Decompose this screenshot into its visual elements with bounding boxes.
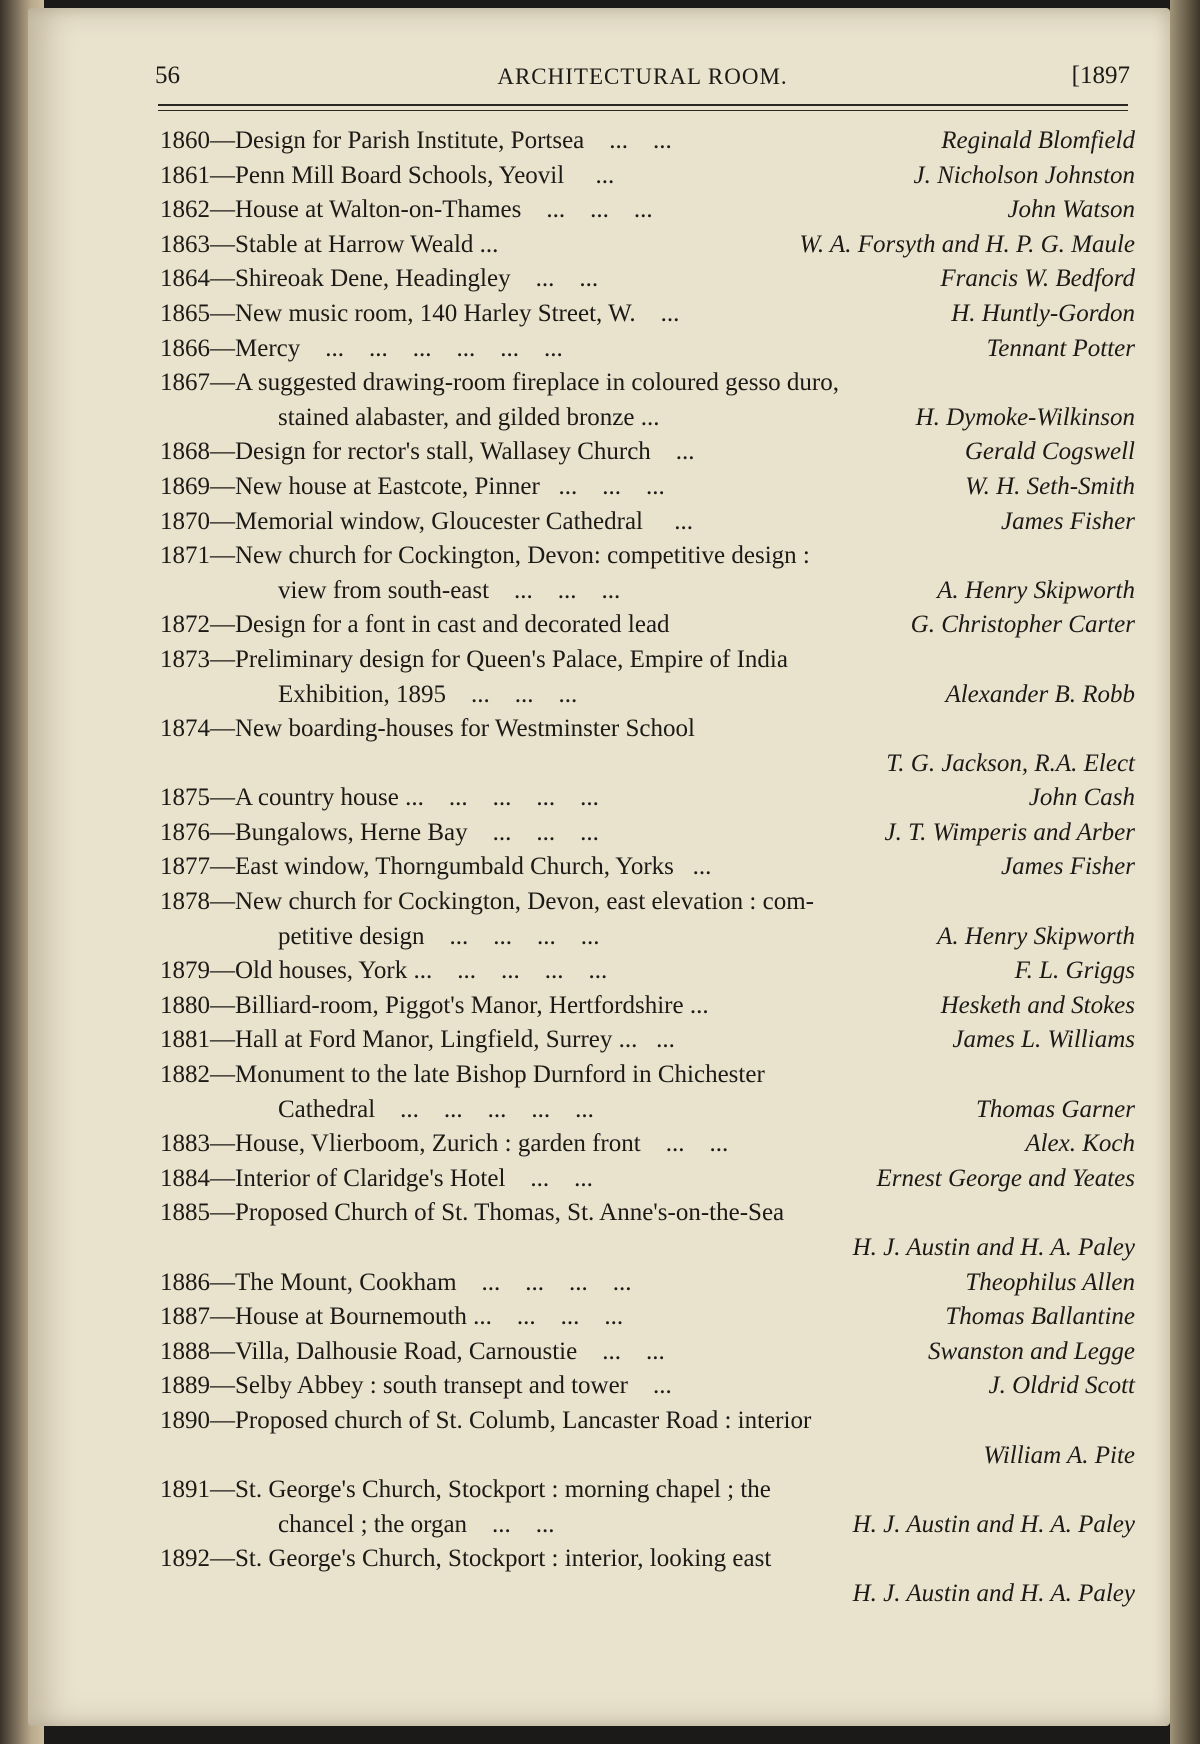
entry-continuation-line [160,1577,1135,1612]
entry-line [160,1196,1135,1231]
architect-name: H. Dymoke-Wilkinson [915,403,1135,431]
catalogue-entry [160,470,1135,505]
architect-name: William A. Pite [983,1441,1135,1469]
architect-name: J. Nicholson Johnston [913,161,1135,189]
entry-title: 1887—House at Bournemouth ... ... ... ... [160,1303,624,1331]
entry-title: 1879—Old houses, York ... ... ... ... ... [160,957,608,985]
entry-line [160,816,1135,851]
entry-title: 1871—New church for Cockington, Devon: competitive design : [160,542,810,570]
catalogue-entry [160,505,1135,540]
architect-name: W. A. Forsyth and H. P. G. Maule [799,230,1135,258]
entry-continuation-line [160,401,1135,436]
entry-title: view from south-east ... ... ... [278,576,621,604]
header-rule [158,104,1128,106]
entry-title: 1884—Interior of Claridge's Hotel ... ... [160,1164,593,1192]
entry-title: chancel ; the organ ... ... [278,1510,555,1538]
catalogue-entry [160,643,1135,712]
entry-title: 1882—Monument to the late Bishop Durnford in Chichester [160,1061,765,1089]
catalogue-entry [160,366,1135,435]
entry-title: 1870—Memorial window, Gloucester Cathedral ... [160,507,693,535]
entry-title: 1880—Billiard-room, Piggot's Manor, Hertfordshire ... [160,991,709,1019]
entry-line [160,332,1135,367]
architect-name: T. G. Jackson, R.A. Elect [886,749,1135,777]
page-number: 56 [155,62,180,89]
catalogue-entry [160,1369,1135,1404]
entry-line [160,712,1135,747]
entry-line [160,505,1135,540]
entry-title: 1878—New church for Cockington, Devon, east elevation : com- [160,888,814,916]
architect-name: James Fisher [1001,853,1135,881]
architect-name: Alexander B. Robb [945,680,1135,708]
catalogue-entry [160,1404,1135,1473]
catalogue-entry [160,159,1135,194]
architect-name: F. L. Griggs [1014,957,1135,985]
catalogue-entry [160,1473,1135,1542]
entry-continuation-line [160,1093,1135,1128]
architect-name: H. J. Austin and H. A. Paley [852,1234,1135,1261]
architect-name: Theophilus Allen [965,1268,1135,1296]
entry-title: 1886—The Mount, Cookham ... ... ... ... [160,1268,632,1296]
architect-name: W. H. Seth-Smith [965,472,1135,500]
entry-line [160,193,1135,228]
architect-name: Thomas Ballantine [945,1303,1135,1331]
entry-title: 1888—Villa, Dalhousie Road, Carnoustie ... ... [160,1337,665,1365]
entry-title: 1889—Selby Abbey : south transept and tower ... [160,1372,672,1400]
catalogue-entry [160,608,1135,643]
architect-name: John Cash [1028,784,1135,812]
entry-title: 1860—Design for Parish Institute, Portsea ... ... [160,127,672,154]
entry-continuation-line [160,920,1135,955]
catalogue-entry [160,193,1135,228]
entry-continuation-line [160,1439,1135,1474]
architect-name: Hesketh and Stokes [940,991,1135,1019]
entry-line [160,1300,1135,1335]
entry-continuation-line [160,1231,1135,1266]
catalogue-entry [160,539,1135,608]
catalogue-entry [160,989,1135,1024]
entry-line [160,1473,1135,1508]
catalogue-entry [160,1058,1135,1127]
catalogue-entry [160,816,1135,851]
entry-line [160,885,1135,920]
entry-line [160,1127,1135,1162]
catalogue-entry [160,1127,1135,1162]
entry-line [160,1404,1135,1439]
entry-title: petitive design ... ... ... ... [278,922,600,950]
catalogue-entry [160,781,1135,816]
architect-name: G. Christopher Carter [910,611,1135,639]
entry-line [160,1369,1135,1404]
architect-name: James L. Williams [952,1026,1135,1054]
architect-name: J. T. Wimperis and Arber [884,818,1135,846]
entry-line [160,643,1135,678]
entry-line [160,989,1135,1024]
architect-name: H. Huntly-Gordon [951,299,1135,327]
architect-name: Ernest George and Yeates [876,1164,1135,1192]
catalogue-entry [160,1023,1135,1058]
entry-line [160,1023,1135,1058]
architect-name: Thomas Garner [975,1095,1135,1123]
architect-name: James Fisher [1001,507,1135,535]
entry-title: 1876—Bungalows, Herne Bay ... ... ... [160,818,599,846]
entry-title: 1881—Hall at Ford Manor, Lingfield, Surrey ... ... [160,1026,675,1054]
entry-line [160,297,1135,332]
entry-title: 1872—Design for a font in cast and decorated lead [160,611,670,639]
catalogue-entry [160,1196,1135,1265]
architect-name: Gerald Cogswell [964,438,1135,466]
entry-title: 1864—Shireoak Dene, Headingley ... ... [160,265,599,293]
entry-continuation-line [160,574,1135,609]
architect-name: H. J. Austin and H. A. Paley [852,1510,1135,1538]
architect-name: John Watson [1007,196,1135,224]
catalogue-entry [160,1162,1135,1197]
entry-line [160,1162,1135,1197]
architect-name: J. Oldrid Scott [988,1372,1135,1400]
entry-title: 1873—Preliminary design for Queen's Palace, Empire of India [160,645,788,673]
entry-line [160,228,1135,263]
catalogue-entry [160,1335,1135,1370]
catalogue-entry [160,954,1135,989]
entry-title: 1867—A suggested drawing-room fireplace in coloured gesso duro, [160,369,840,397]
entry-line [160,124,1135,159]
entry-line [160,366,1135,401]
catalogue-entry [160,1266,1135,1301]
entry-title: 1885—Proposed Church of St. Thomas, St. Anne's-on-the-Sea [160,1199,785,1227]
entry-title: 1868—Design for rector's stall, Wallasey Church ... [160,438,695,466]
architect-name: Alex. Koch [1025,1130,1135,1158]
entry-title: 1862—House at Walton-on-Thames ... ... ... [160,196,653,224]
catalogue-entry [160,712,1135,781]
entry-line [160,435,1135,470]
catalogue-entry [160,297,1135,332]
architect-name: H. J. Austin and H. A. Paley [852,1579,1135,1607]
architect-name: A. Henry Skipworth [937,576,1135,604]
entry-title: 1892—St. George's Church, Stockport : interior, looking east [160,1545,772,1573]
entry-title: Exhibition, 1895 ... ... ... [278,680,578,708]
entry-line [160,781,1135,816]
entry-title: 1863—Stable at Harrow Weald ... [160,230,499,258]
entry-title: 1869—New house at Eastcote, Pinner ... ... ... [160,472,665,500]
entry-line [160,1335,1135,1370]
entry-title: 1890—Proposed church of St. Columb, Lancaster Road : interior [160,1406,812,1434]
catalogue-entry [160,850,1135,885]
catalogue-entry [160,262,1135,297]
entry-line [160,539,1135,574]
architect-name: Tennant Potter [986,334,1135,362]
page-title: ARCHITECTURAL ROOM. [497,64,788,89]
entry-continuation-line [160,747,1135,782]
catalogue-entry [160,435,1135,470]
architect-name: Reginald Blomfield [941,127,1135,154]
architect-name: Francis W. Bedford [940,265,1135,293]
entry-title: 1891—St. George's Church, Stockport : morning chapel ; the [160,1476,771,1504]
entry-line [160,608,1135,643]
entry-title: 1866—Mercy ... ... ... ... ... ... [160,334,563,362]
catalogue-entry [160,228,1135,263]
catalogue-entry [160,332,1135,367]
entry-line [160,470,1135,505]
entry-continuation-line [160,678,1135,713]
architect-name: Swanston and Legge [928,1337,1135,1365]
entry-title: Cathedral ... ... ... ... ... [278,1095,594,1123]
header-year: [1897 [1071,62,1130,89]
entry-title: 1883—House, Vlierboom, Zurich : garden front ... ... [160,1130,729,1158]
entry-line [160,1542,1135,1577]
catalogue-entry [160,1542,1135,1611]
entry-line [160,262,1135,297]
entry-title: 1877—East window, Thorngumbald Church, Yorks ... [160,853,712,881]
entry-title: 1875—A country house ... ... ... ... ... [160,784,599,812]
entry-line [160,954,1135,989]
entry-line [160,850,1135,885]
page-edge [1170,0,1200,1744]
entry-line [160,1266,1135,1301]
entry-title: 1865—New music room, 140 Harley Street, W. ... [160,299,680,327]
architect-name: A. Henry Skipworth [937,922,1135,950]
entry-line [160,1058,1135,1093]
header-rule-thin [158,110,1128,111]
entry-continuation-line [160,1508,1135,1543]
catalogue-entry [160,885,1135,954]
catalogue-entry [160,124,1135,159]
catalogue-entry [160,1300,1135,1335]
entry-line [160,159,1135,194]
page-header [155,62,1130,102]
entry-title: 1874—New boarding-houses for Westminster School [160,715,695,743]
entry-title: 1861—Penn Mill Board Schools, Yeovil ... [160,161,615,189]
entry-title: stained alabaster, and gilded bronze ... [278,403,660,431]
catalogue-entries [160,124,1135,1612]
